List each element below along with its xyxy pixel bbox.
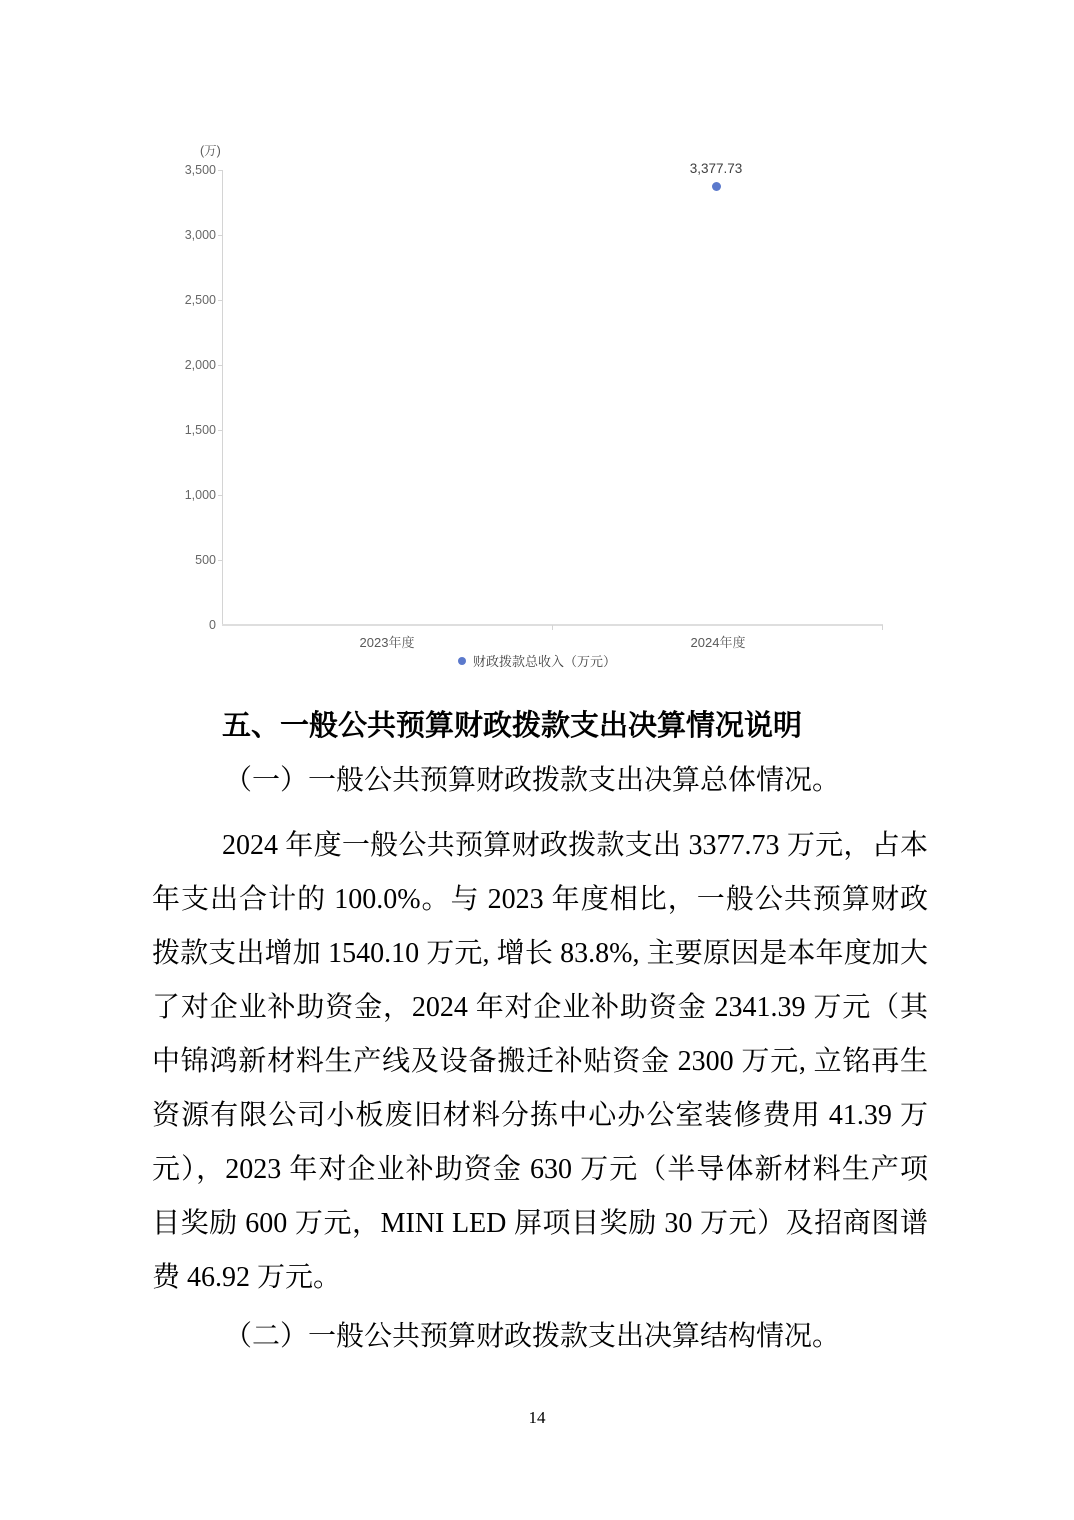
y-tick-label: 3,000 bbox=[184, 228, 216, 242]
y-tick-label: 3,500 bbox=[184, 163, 216, 177]
legend-marker-icon bbox=[458, 657, 466, 665]
chart-legend bbox=[0, 651, 1074, 670]
y-tick-label: 2,000 bbox=[184, 358, 216, 372]
y-tick-label: 1,500 bbox=[184, 423, 216, 437]
x-axis-tick bbox=[882, 625, 883, 630]
page-number: 14 bbox=[528, 1408, 546, 1427]
y-tick-label: 1,000 bbox=[184, 488, 216, 502]
paragraph-expenditure-summary: 2024 年度一般公共预算财政拨款支出 3377.73 万元，占本年支出合计的 100.0%。与 2023 年度相比，一般公共预算财政拨款支出增加 1540.10 万元, 增长 83.8%, 主要原因是本年度加大了对企业补助资金，2024 年对企业补助资金 2341.39 万元（其中锦鸿新材料生产线及设备搬迁补贴资金 2300 万元, 立铭再生资源有限公司小板废旧材料分拣中心办公室装修费用 41.39 万元），2023 年对企业补助资金 630 万元（半导体新材料生产项目奖励 600 万元，MINI LED 屏项目奖励 30 万元）及招商图谱费 46.92 万元。 bbox=[152, 830, 928, 1293]
data-point-2024 bbox=[712, 182, 721, 191]
y-axis-line bbox=[222, 171, 223, 625]
x-axis-tick bbox=[552, 625, 553, 630]
subsection-heading-2: （二）一般公共预算财政拨款支出决算结构情况。 bbox=[224, 1321, 841, 1352]
revenue-chart bbox=[0, 130, 1074, 690]
y-tick-label: 2,500 bbox=[184, 293, 216, 307]
x-axis-label-2023: 2023年度 bbox=[359, 635, 415, 650]
x-axis-label-2024: 2024年度 bbox=[690, 635, 746, 650]
section-heading: 五、一般公共预算财政拨款支出决算情况说明 bbox=[222, 710, 803, 742]
subsection-heading-1: （一）一般公共预算财政拨款支出决算总体情况。 bbox=[224, 765, 841, 796]
document-body bbox=[152, 703, 928, 1361]
data-point-value-label: 3,377.73 bbox=[689, 161, 743, 176]
y-tick-label: 0 bbox=[209, 618, 216, 632]
legend-label: 财政拨款总收入（万元） bbox=[472, 654, 616, 669]
y-axis-unit-label: (万) bbox=[200, 144, 221, 158]
y-tick-label: 500 bbox=[195, 553, 216, 567]
